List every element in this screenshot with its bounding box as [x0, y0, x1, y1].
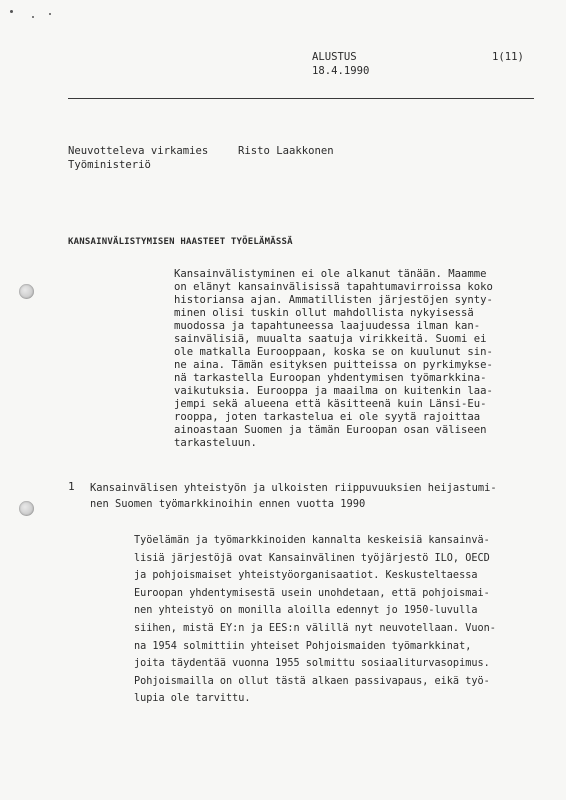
- page-number: 1(11): [492, 51, 524, 63]
- paragraph-line: nä tarkastella Euroopan yhdentymisen työmarkkina-: [174, 372, 487, 384]
- paragraph-line: tarkasteluun.: [174, 437, 257, 449]
- scan-speck: [10, 10, 13, 13]
- paragraph-line: siihen, mistä EY:n ja EES:n välillä nyt neuvotellaan. Vuon-: [134, 622, 496, 634]
- paragraph-line: na 1954 solmittiin yhteiset Pohjoismaiden työmarkkinat,: [134, 640, 472, 652]
- document-type: ALUSTUS: [312, 51, 357, 63]
- paragraph-line: Euroopan yhdentymisestä usein unohdetaan, että pohjoismai-: [134, 587, 490, 599]
- paragraph-line: ole matkalla Eurooppaan, koska se on kuulunut sin-: [174, 346, 493, 358]
- paragraph-line: minen olisi tuskin ollut mahdollista nykyisessä: [174, 307, 474, 319]
- paragraph-line: Työelämän ja työmarkkinoiden kannalta keskeisiä kansainvä-: [134, 535, 490, 546]
- punch-hole: [19, 284, 34, 299]
- paragraph-line: muodossa ja tapahtuneessa laajuudessa ilman kan-: [174, 320, 481, 332]
- paragraph-line: rooppa, joten tarkastelua ei ole syytä rajoittaa: [174, 411, 481, 423]
- paragraph-line: nen yhteistyö on monilla aloilla edennyt jo 1950-luvulla: [134, 605, 478, 617]
- section-body: [134, 532, 496, 708]
- section-number: 1: [68, 480, 75, 493]
- paragraph-line: lisiä järjestöjä ovat Kansainvälinen työjärjestö ILO, OECD: [134, 552, 490, 564]
- paragraph-line: jempi sekä alueena että käsitteenä kuin Länsi-Eu-: [174, 398, 487, 410]
- document-title: KANSAINVÄLISTYMISEN HAASTEET TYÖELÄMÄSSÄ: [68, 237, 293, 247]
- paragraph-line: Pohjoismailla on ollut tästä alkaen passivapaus, eikä työ-: [134, 675, 490, 687]
- paragraph-line: ne aina. Tämän esityksen puitteissa on pyrkimykse-: [174, 359, 493, 371]
- section-heading: [90, 480, 497, 512]
- paragraph-line: vaikutuksia. Eurooppa ja maailma on kuitenkin laa-: [174, 385, 493, 397]
- paragraph-line: ja pohjoismaiset yhteistyöorganisaatiot. Keskusteltaessa: [134, 570, 478, 582]
- scan-speck: [49, 13, 51, 15]
- paragraph-line: sainvälisiä, muualta saatuja virikkeitä. Suomi ei: [174, 333, 487, 345]
- header-rule: [68, 98, 534, 99]
- paragraph-line: joita täydentää vuonna 1955 solmittu sosiaaliturvasopimus.: [134, 658, 490, 670]
- paragraph-line: lupia ole tarvittu.: [134, 693, 251, 705]
- intro-paragraph: [174, 268, 493, 450]
- scan-speck: [32, 16, 34, 18]
- author-ministry: Työministeriö: [68, 159, 151, 171]
- paragraph-line: historiansa ajan. Ammatillisten järjestöjen synty-: [174, 294, 493, 306]
- document-date: 18.4.1990: [312, 65, 370, 77]
- paragraph-line: on elänyt kansainvälisissä tapahtumavirroissa koko: [174, 281, 493, 293]
- author-title: Neuvotteleva virkamies: [68, 145, 209, 157]
- section-heading-line: Kansainvälisen yhteistyön ja ulkoisten riippuvuuksien heijastumi-: [90, 482, 497, 494]
- punch-hole: [19, 501, 34, 516]
- paragraph-line: ainoastaan Suomen ja tämän Euroopan osan väliseen: [174, 424, 487, 436]
- paragraph-line: Kansainvälistyminen ei ole alkanut tänään. Maamme: [174, 268, 487, 280]
- author-name: Risto Laakkonen: [238, 145, 334, 157]
- section-heading-line: nen Suomen työmarkkinoihin ennen vuotta 1990: [90, 498, 366, 510]
